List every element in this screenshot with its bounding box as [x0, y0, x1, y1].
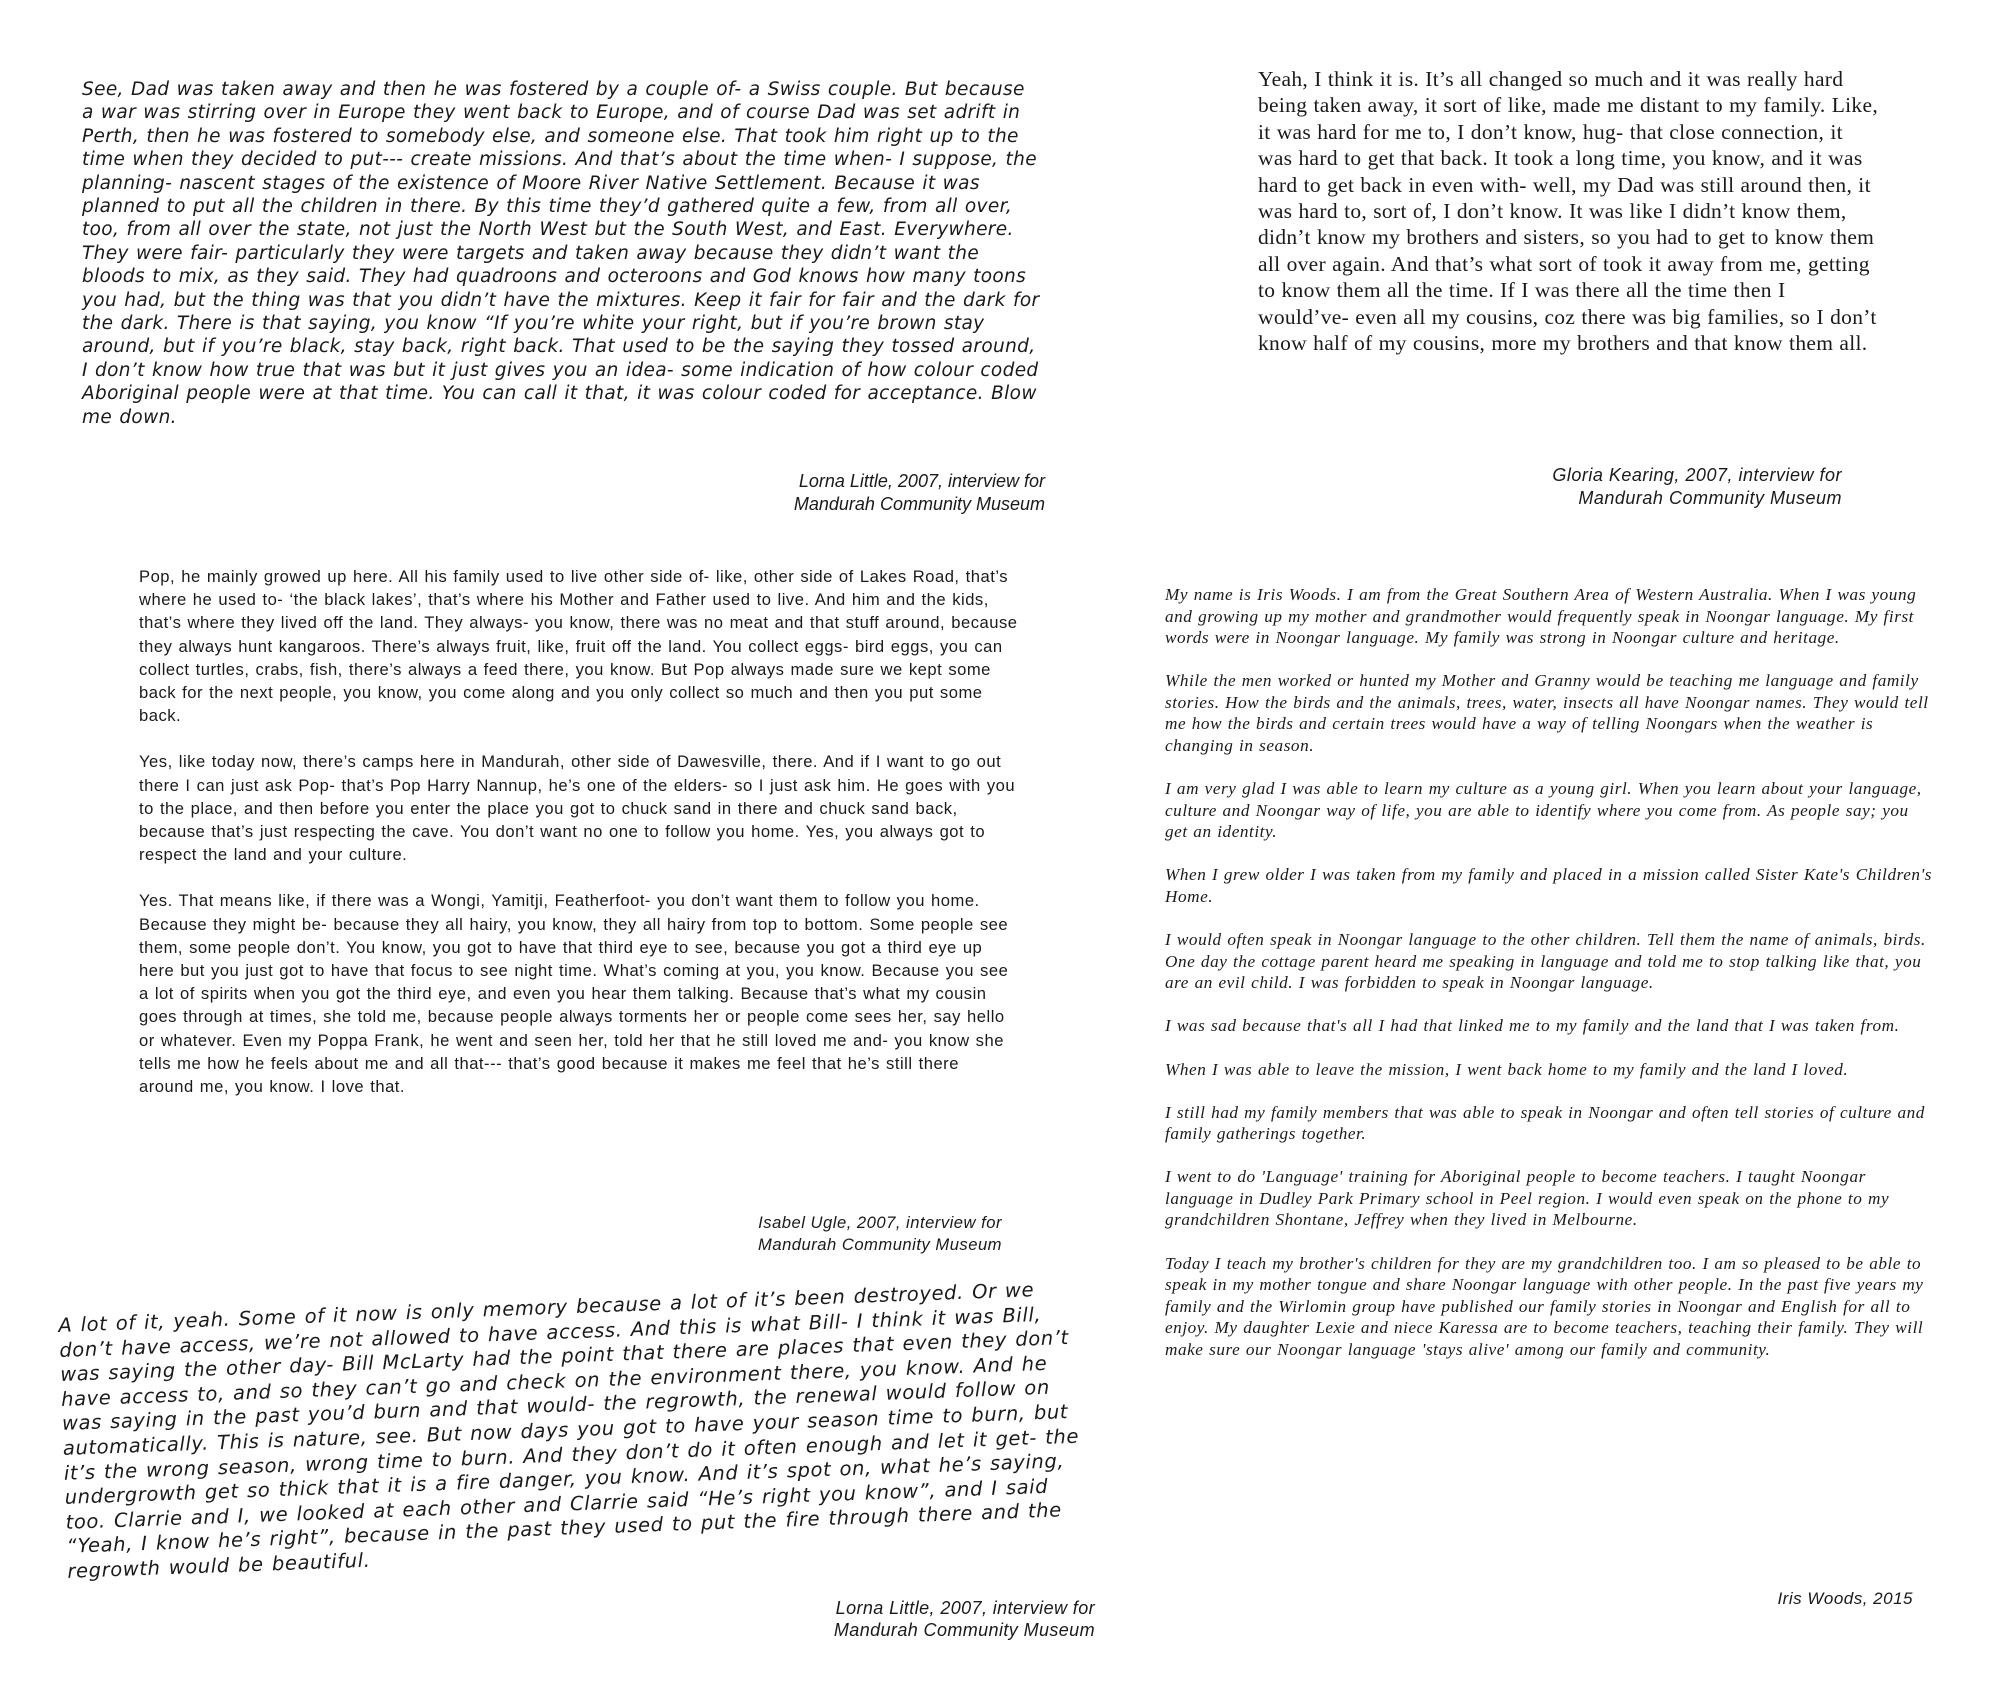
- quote-paragraph: I went to do 'Language' training for Aboriginal people to become teachers. I taught Noongar language in Dudley Park Primary school in Peel region. I would even speak on the phone to my grandchildren Shontane, Jeffrey when they lived in Melbourne.: [1165, 1167, 1890, 1230]
- quote-gloria-kearing: [1258, 66, 1878, 356]
- quote-paragraph: Yes, like today now, there’s camps here in Mandurah, other side of Dawesville, there. And if I want to go out there I can just ask Pop- that’s Pop Harry Nannup, he’s one of the elders- so I just ask him. He goes with you to the place, and then before you enter the place you got to chuck sand in there and chuck sand back, because that’s just respecting the cave. You don’t want no one to follow you home. Yes, you always got to respect the land and your culture.: [139, 752, 1016, 865]
- attribution-line: Gloria Kearing, 2007, interview for: [1552, 465, 1842, 485]
- attribution-line: Isabel Ugle, 2007, interview for: [758, 1213, 1002, 1232]
- attribution-lorna-little-1: [794, 470, 1045, 516]
- quote-iris-woods: [1165, 584, 1935, 1361]
- quote-paragraph: A lot of it, yeah. Some of it now is only memory because a lot of it’s been destroyed. Or we don’t have access, we’re not allowed to have access. And this is what Bill- I think it was Bill, was saying the other day- Bill McLarty had the point that there are places that even they don’t have access to, and so they can’t go and check on the environment there, you know. And he was saying in the past you’d burn and that would- the regrowth, the renewal would follow on automatically. This is nature, see. But now days you got to have your season time to burn, but it’s the wrong season, wrong time to burn. And they don’t do it often enough and let it get- the undergrowth get so thick that it is a fire danger, you know. And it’s spot on, what he’s saying, too. Clarrie and I, we looked at each other and Clarrie said “He’s right you know”, and I said “Yeah, I know he’s right”, because in the past they used to put the fire through there and the regrowth would be beautiful.: [58, 1278, 1080, 1583]
- quote-paragraph: I was sad because that's all I had that linked me to my family and the land that I was taken from.: [1165, 1016, 1900, 1036]
- quote-lorna-little-1: [82, 78, 1042, 429]
- quote-lorna-little-2: [58, 1276, 1097, 1584]
- attribution-line: Iris Woods, 2015: [1777, 1589, 1913, 1608]
- quote-paragraph: When I was able to leave the mission, I went back home to my family and the land I loved.: [1165, 1059, 1849, 1079]
- quote-paragraph: My name is Iris Woods. I am from the Great Southern Area of Western Australia. When I was young and growing up my mother and grandmother would frequently speak in Noongar language. My first words were in Noongar language. My family was strong in Noongar culture and heritage.: [1165, 585, 1917, 648]
- quote-paragraph: I still had my family members that was able to speak in Noongar and often tell stories of culture and family gatherings together.: [1165, 1102, 1925, 1144]
- attribution-iris-woods: [1777, 1588, 1913, 1610]
- quote-paragraph: I would often speak in Noongar language to the other children. Tell them the name of animals, birds. One day the cottage parent heard me speaking in language and told me to stop talking like that, you are an evil child. I was forbidden to speak in Noongar language.: [1165, 930, 1926, 993]
- quote-paragraph: See, Dad was taken away and then he was fostered by a couple of- a Swiss couple. But because a war was stirring over in Europe they went back to Europe, and of course Dad was set adrift in Perth, then he was fostered to somebody else, and someone else. That took him right up to the time when they decided to put--- create missions. And that’s about the time when- I suppose, the planning- nascent stages of the existence of Moore River Native Settlement. Because it was planned to put all the children in there. By this time they’d gathered quite a few, from all over, too, from all over the state, not just the North West but the South West, and East. Everywhere. They were fair- particularly they were targets and taken away because they didn’t want the bloods to mix, as they said. They had quadroons and octeroons and God knows how many toons you had, but the thing was that you didn’t have the mixtures. Keep it fair for fair and the dark for the dark. There is that saying, you know “If you’re white your right, but if you’re brown stay around, but if you’re black, stay back, right back. That used to be the saying they tossed around, I don’t know how true that was but it just gives you an idea- some indication of how colour coded Aboriginal people were at that time. You can call it that, it was colour coded for acceptance. Blow me down.: [82, 79, 1040, 428]
- attribution-line: Mandurah Community Museum: [758, 1235, 1002, 1254]
- attribution-line: Mandurah Community Museum: [833, 1620, 1095, 1640]
- quote-paragraph: Yeah, I think it is. It’s all changed so much and it was really hard being taken away, it sort of like, made me distant to my family. Like, it was hard for me to, I don’t know, hug- that close connection, it was hard to get that back. It took a long time, you know, and it was hard to get back in even with- well, my Dad was still around then, it was hard to, sort of, I don’t know. It was like I didn’t know them, didn’t know my brothers and sisters, so you had to get to know them all over again. And that’s what sort of took it away from me, getting to know them all the time. If I was there all the time then I would’ve- even all my cousins, coz there was big families, so I don’t know half of my cousins, more my brothers and that know them all.: [1258, 67, 1878, 356]
- attribution-gloria-kearing: [1552, 464, 1842, 510]
- attribution-line: Mandurah Community Museum: [793, 494, 1045, 514]
- quote-paragraph: I am very glad I was able to learn my culture as a young girl. When you learn about your language, culture and Noongar way of life, you are able to identify where you come from. As people say; you get an identity.: [1165, 779, 1922, 842]
- quote-paragraph: Yes. That means like, if there was a Wongi, Yamitji, Featherfoot- you don’t want them to follow you home. Because they might be- because they all hairy, you know, they all hairy from top to bottom. Some people see them, some people don’t. You know, you got to have that third eye to see, because you got a third eye up here but you just got to have that focus to see night time. What’s coming at you, you know. Because you see a lot of spirits when you got the third eye, and even you hear them talking. Because that’s what my cousin goes through at times, she told me, because people always torments her or people come sees her, say hello or whatever. Even my Poppa Frank, he went and seen her, told her that he still loved me and- you know she tells me how he feels about me and all that--- that’s good because it makes me feel that he’s still there around me, you know. I love that.: [139, 891, 1009, 1097]
- attribution-isabel-ugle: [758, 1212, 1002, 1256]
- quote-paragraph: While the men worked or hunted my Mother and Granny would be teaching me language and family stories. How the birds and the animals, trees, water, insects all have Noongar names. They would tell me how the birds and certain trees would have a way of telling Noongars when the weather is changing in season.: [1165, 671, 1929, 756]
- attribution-line: Lorna Little, 2007, interview for: [798, 471, 1045, 491]
- attribution-line: Lorna Little, 2007, interview for: [835, 1598, 1095, 1618]
- quote-paragraph: Today I teach my brother's children for they are my grandchildren too. I am so pleased to be able to speak in my mother tongue and share Noongar language with other people. In the past five years my family and the Wirlomin group have published our family stories in Noongar and English for all to enjoy. My daughter Lexie and niece Karessa are to become teachers, teaching their family. They will make sure our Noongar language 'stays alive' among our family and community.: [1165, 1253, 1924, 1359]
- quote-isabel-ugle: [139, 565, 1019, 1098]
- quote-paragraph: Pop, he mainly growed up here. All his family used to live other side of- like, other side of Lakes Road, that’s where he used to- ‘the black lakes’, that’s where his Mother and Father used to live. And him and the kids, that’s where they lived off the land. They always- you know, there was no meat and that stuff around, because they always hunt kangaroos. There’s always fruit, like, fruit off the land. You collect eggs- bird eggs, you can collect turtles, crabs, fish, there’s always a feed there, you know. But Pop always made sure we kept some back for the next people, you know, you come along and you only collect so much and then you put some back.: [139, 567, 1018, 726]
- quote-paragraph: When I grew older I was taken from my family and placed in a mission called Sister Kate's Children's Home.: [1165, 865, 1933, 907]
- attribution-line: Mandurah Community Museum: [1578, 488, 1842, 508]
- attribution-lorna-little-2: [834, 1597, 1095, 1641]
